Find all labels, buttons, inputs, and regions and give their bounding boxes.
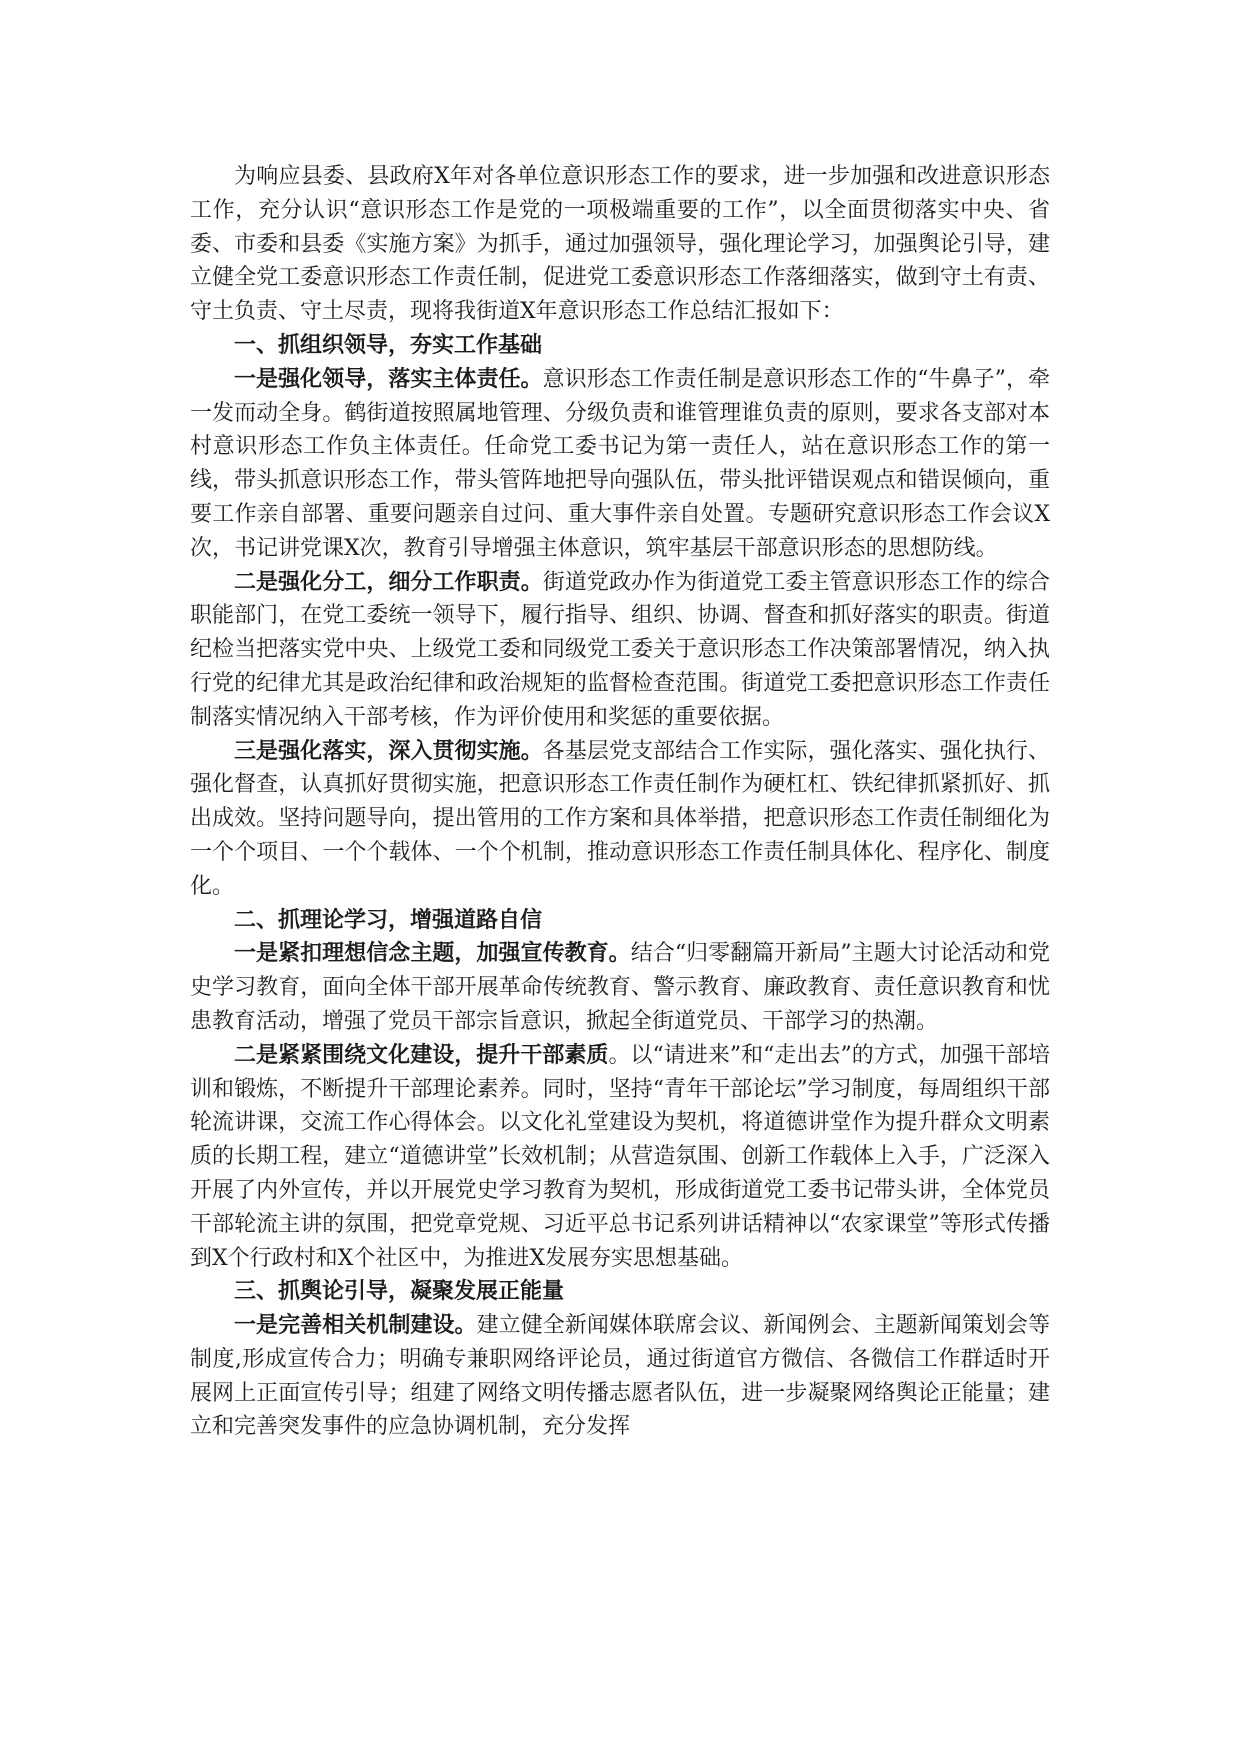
section-1-item-1-lead: 一是强化领导，落实主体责任。 bbox=[234, 365, 543, 392]
section-1-item-3 bbox=[190, 735, 1050, 904]
section-2-item-2-lead: 二是紧紧围绕文化建设，提升干部素质 bbox=[234, 1041, 609, 1068]
section-3-item-1-text: 建立健全新闻媒体联席会议、新闻例会、主题新闻策划会等制度,形成宣传合力；明确专兼职网络评论员，通过街道官方微信、各微信工作群适时开展网上正面宣传引导；组建了网络文明传播志愿者队伍，进一步凝聚网络舆论正能量；建立和完善突发事件的应急协调机制，充分发挥 bbox=[190, 1313, 1050, 1440]
section-2-heading: 二、抓理论学习，增强道路自信 bbox=[234, 906, 543, 933]
section-2-item-1-lead: 一是紧扣理想信念主题，加强宣传教育。 bbox=[234, 940, 631, 967]
section-2-item-2-text: 。以“请进来”和“走出去”的方式，加强干部培训和锻炼，不断提升干部理论素养。同时，坚持“青年干部论坛”学习制度，每周组织干部轮流讲课，交流工作心得体会。以文化礼堂建设为契机，将道德讲堂作为提升群众文明素质的长期工程，建立“道德讲堂”长效机制；从营造氛围、创新工作载体上入手，广泛深入开展了内外宣传，并以开展党史学习教育为契机，形成街道党工委书记带头讲，全体党员干部轮流主讲的氛围，把党章党规、习近平总书记系列讲话精神以“农家课堂”等形式传播到X个行政村和X个社区中，为推进X发展夯实思想基础。 bbox=[190, 1042, 1050, 1271]
section-1-item-2-text: 街道党政办作为街道党工委主管意识形态工作的综合职能部门，在党工委统一领导下，履行指导、组织、协调、督查和抓好落实的职责。街道纪检当把落实党中央、上级党工委和同级党工委关于意识形态工作决策部署情况，纳入执行党的纪律尤其是政治纪律和政治规矩的监督检查范围。街道党工委把意识形态工作责任制落实情况纳入干部考核，作为评价使用和奖惩的重要依据。 bbox=[190, 569, 1050, 730]
section-1-item-3-lead: 三是强化落实，深入贯彻实施。 bbox=[234, 737, 543, 764]
section-2-item-1 bbox=[190, 937, 1050, 1038]
section-1-item-3-text: 各基层党支部结合工作实际，强化落实、强化执行、强化督查，认真抓好贯彻实施，把意识形态工作责任制作为硬杠杠、铁纪律抓紧抓好、抓出成效。坚持问题导向，提出管用的工作方案和具体举措，把意识形态工作责任制细化为一个个项目、一个个载体、一个个机制，推动意识形态工作责任制具体化、程序化、制度化。 bbox=[190, 738, 1050, 899]
section-1-item-1-text: 意识形态工作责任制是意识形态工作的“牛鼻子”，牵一发而动全身。鹤街道按照属地管理、分级负责和谁管理谁负责的原则，要求各支部对本村意识形态工作负主体责任。任命党工委书记为第一责任人，站在意识形态工作的第一线，带头抓意识形态工作，带头管阵地把导向强队伍，带头批评错误观点和错误倾向，重要工作亲自部署、重要问题亲自过问、重大事件亲自处置。专题研究意识形态工作会议X次，书记讲党课X次，教育引导增强主体意识，筑牢基层干部意识形态的思想防线。 bbox=[190, 366, 1050, 561]
section-1-item-2-lead: 二是强化分工，细分工作职责。 bbox=[234, 568, 543, 595]
section-1-item-1 bbox=[190, 363, 1050, 566]
document-page bbox=[190, 160, 1050, 1444]
section-3-item-1 bbox=[190, 1309, 1050, 1444]
section-2-item-2 bbox=[190, 1039, 1050, 1276]
section-3-item-1-lead: 一是完善相关机制建设。 bbox=[234, 1312, 477, 1339]
section-1-item-2 bbox=[190, 566, 1050, 735]
section-2-item-1-text: 结合“归零翻篇开新局”主题大讨论活动和党史学习教育，面向全体干部开展革命传统教育、警示教育、廉政教育、责任意识教育和忧患教育活动，增强了党员干部宗旨意识，掀起全街道党员、干部学习的热潮。 bbox=[190, 941, 1050, 1034]
section-3-heading: 三、抓舆论引导，凝聚发展正能量 bbox=[234, 1278, 565, 1305]
section-1-heading: 一、抓组织领导，夯实工作基础 bbox=[234, 331, 543, 358]
intro-paragraph: 为响应县委、县政府X年对各单位意识形态工作的要求，进一步加强和改进意识形态工作，充分认识“意识形态工作是党的一项极端重要的工作”，以全面贯彻落实中央、省委、市委和县委《实施方案》为抓手，通过加强领导，强化理论学习，加强舆论引导，建立健全党工委意识形态工作责任制，促进党工委意识形态工作落细落实，做到守土有责、守土负责、守土尽责，现将我街道X年意识形态工作总结汇报如下： bbox=[190, 164, 1050, 325]
